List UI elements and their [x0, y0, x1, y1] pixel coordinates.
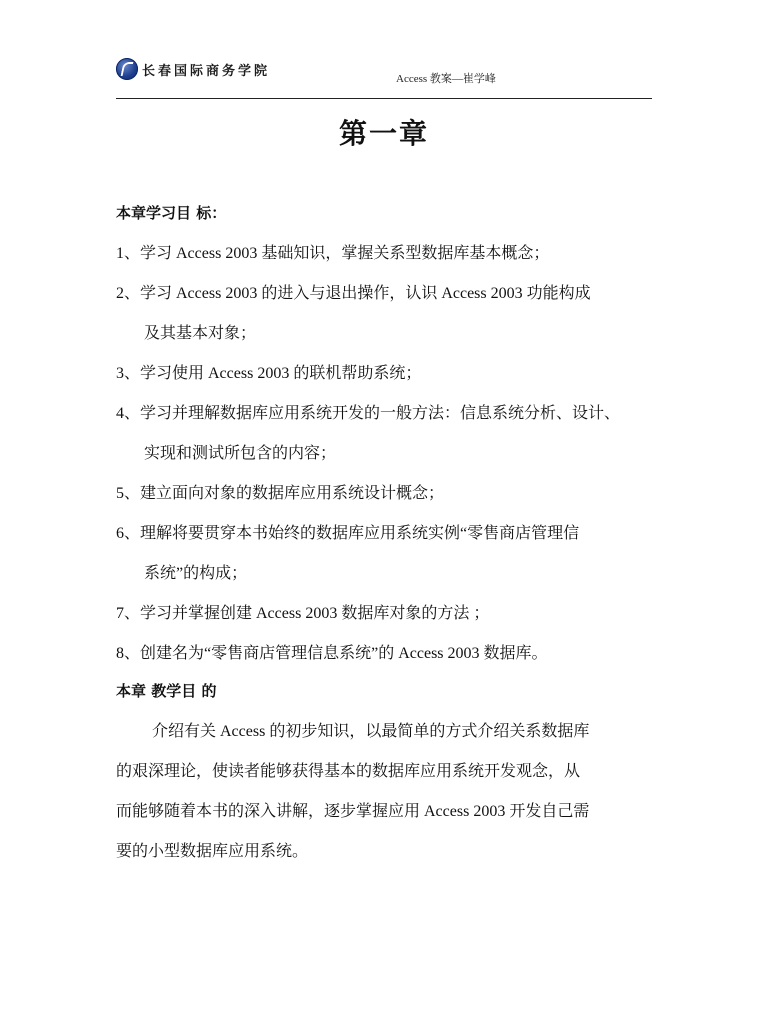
course-label: Access 教案—崔学峰: [396, 73, 496, 85]
objective-item-4: 4、学习并理解数据库应用系统开发的一般方法：信息系统分析、设计、: [116, 405, 621, 422]
objective-item-4-cont: 实现和测试所包含的内容；: [144, 445, 337, 462]
objective-item-5: 5、建立面向对象的数据库应用系统设计概念；: [116, 485, 445, 502]
objective-item-2: 2、学习 Access 2003 的进入与退出操作，认识 Access 2003 功能构成: [116, 285, 591, 302]
objective-item-1: 1、学习 Access 2003 基础知识，掌握关系型数据库基本概念；: [116, 245, 550, 262]
purpose-line-2: 的艰深理论，使读者能够获得基本的数据库应用系统开发观念，从: [116, 763, 581, 780]
objective-item-2-cont: 及其基本对象；: [144, 325, 257, 342]
chapter-title: 第一章: [338, 119, 429, 150]
objective-item-3: 3、学习使用 Access 2003 的联机帮助系统；: [116, 365, 422, 382]
objective-item-6-cont: 系统”的构成；: [144, 565, 248, 582]
purpose-line-3: 而能够随着本书的深入讲解，逐步掌握应用 Access 2003 开发自己需: [116, 803, 590, 820]
purpose-line-1: 介绍有关 Access 的初步知识，以最简单的方式介绍关系数据库: [152, 723, 590, 740]
objective-item-6: 6、理解将要贯穿本书始终的数据库应用系统实例“零售商店管理信: [116, 525, 580, 542]
document-body: [116, 196, 666, 872]
objectives-heading: 本章学习目 标：: [116, 204, 227, 222]
objective-item-7: 7、学习并掌握创建 Access 2003 数据库对象的方法 ；: [116, 605, 490, 622]
school-emblem-icon: [116, 58, 138, 80]
purpose-heading: 本章 教学目 的: [116, 682, 217, 700]
objective-item-8: 8、创建名为“零售商店管理信息系统”的 Access 2003 数据库。: [116, 645, 548, 662]
school-logo: [116, 58, 270, 80]
header-divider: [116, 98, 652, 99]
purpose-line-4: 要的小型数据库应用系统。: [116, 843, 309, 860]
school-name: 长春国际商务学院: [142, 63, 271, 79]
